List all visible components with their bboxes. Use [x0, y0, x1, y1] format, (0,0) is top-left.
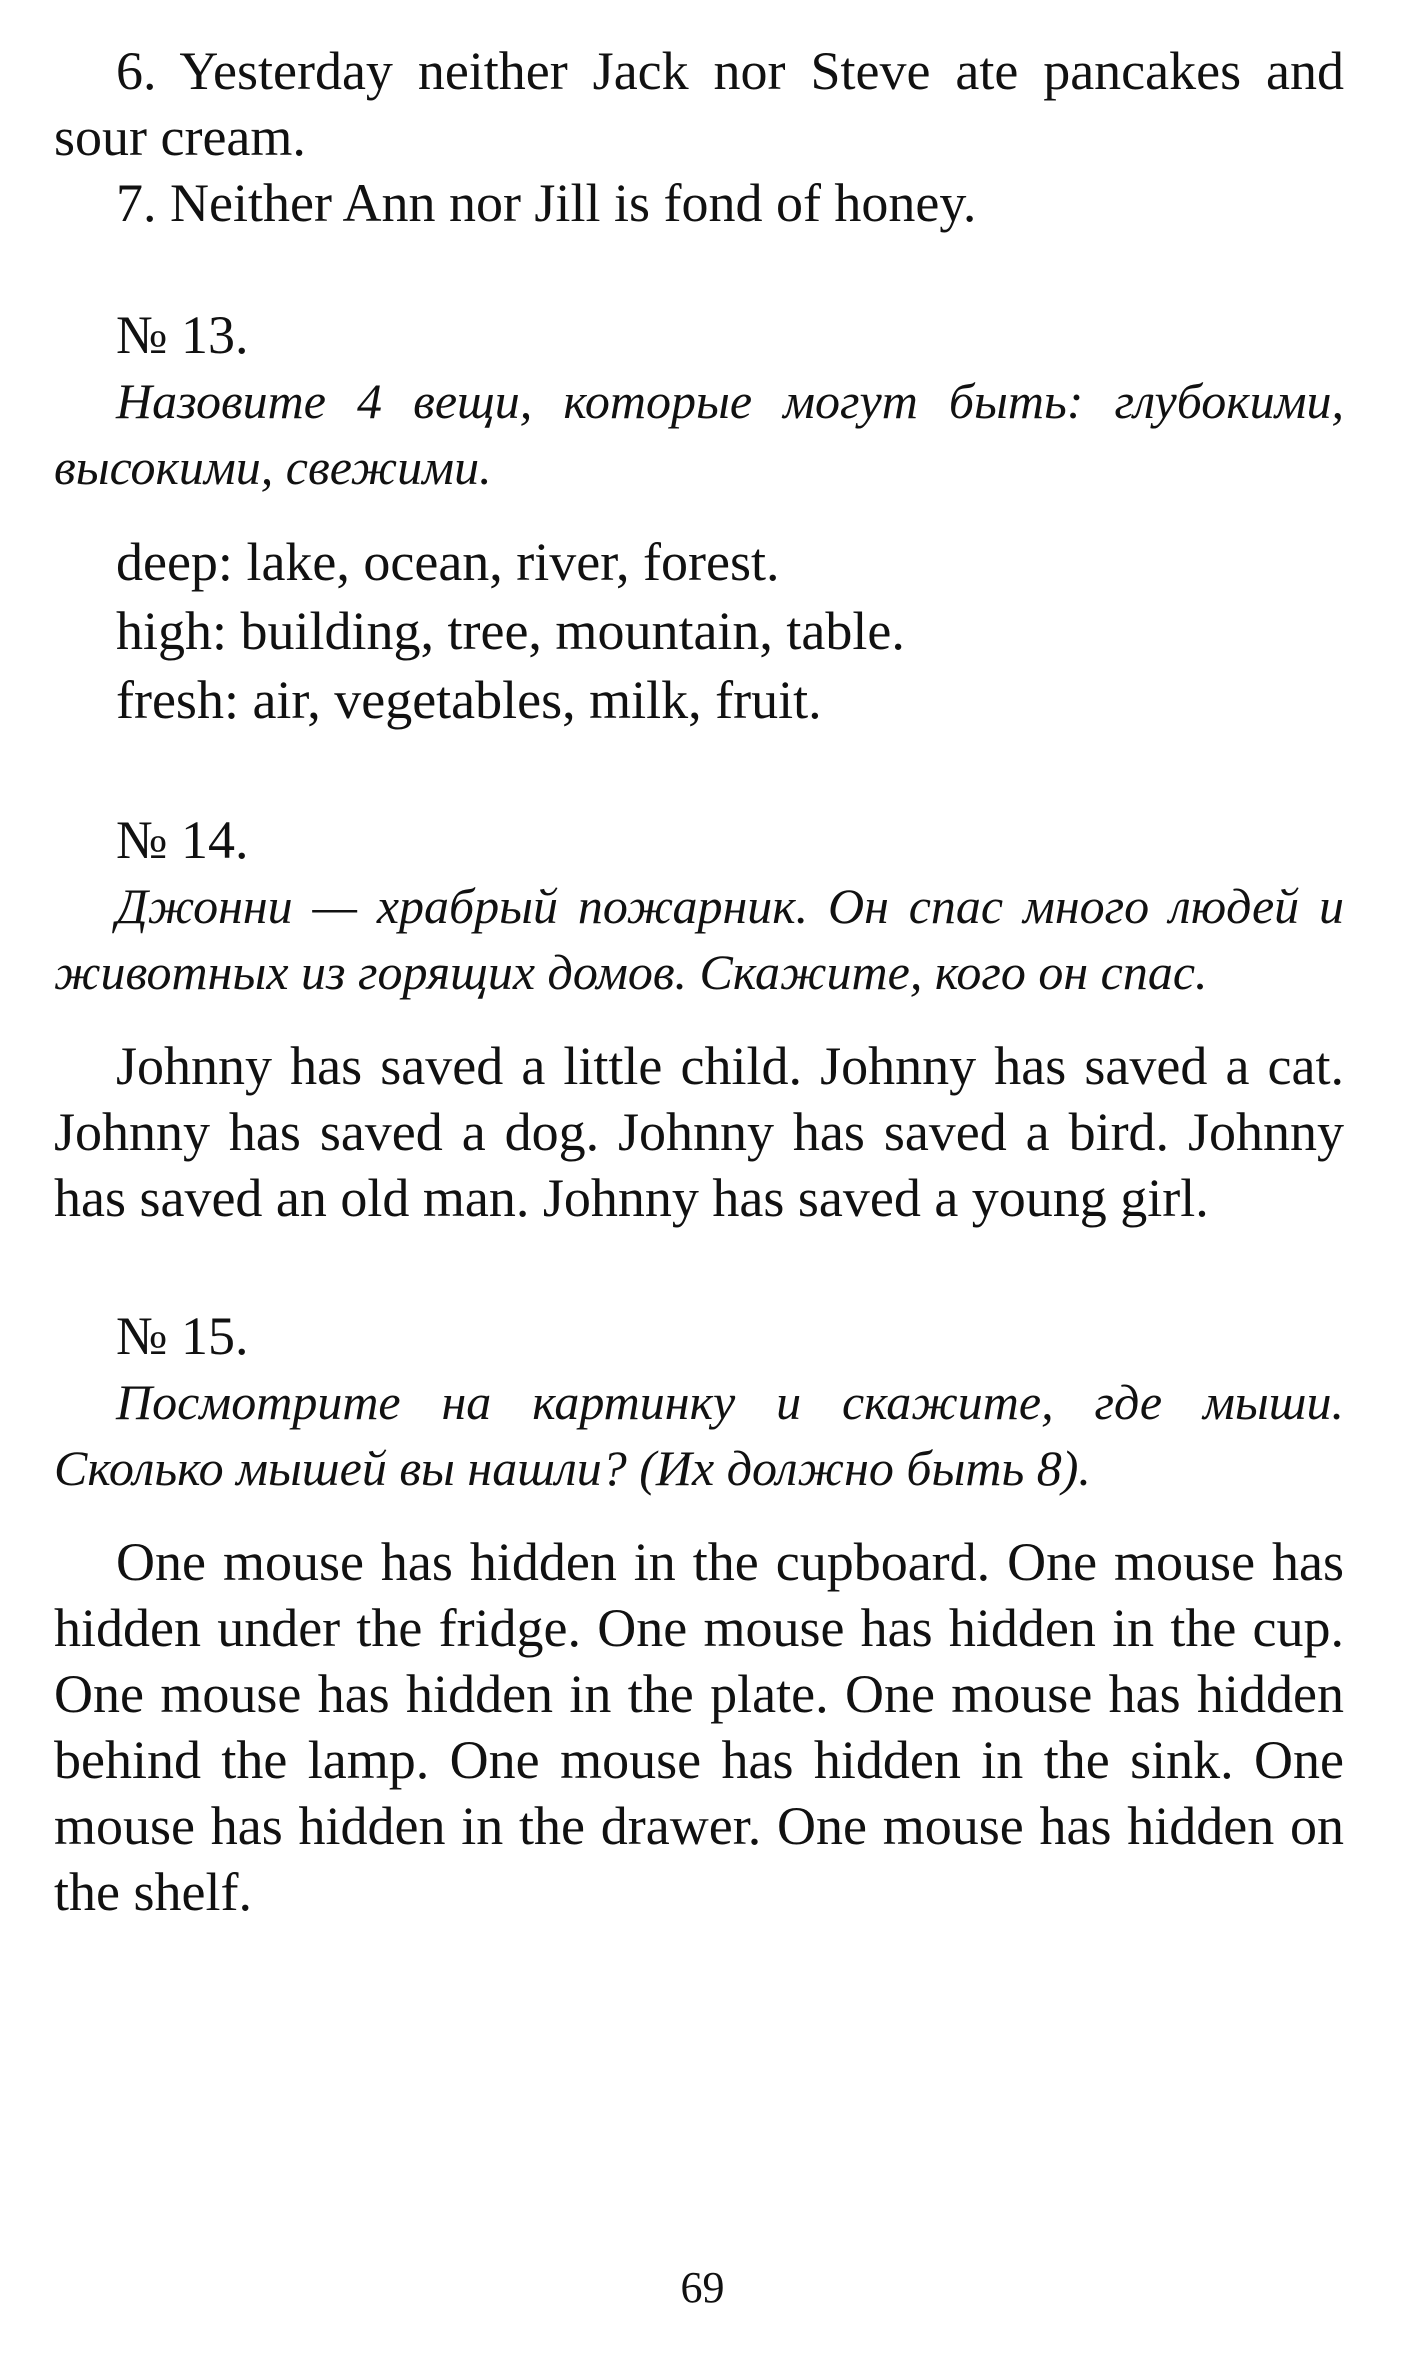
exercise-15-answer: One mouse has hidden in the cupboard. One mouse has hidden under the fridge. One mouse has hidden in the cup. One mouse has hidden in the plate. One mouse has hidden behind the lamp. One mouse has hidden in the sink. One mouse has hidden in the drawer. One mouse has hidden on the shelf.	[54, 1532, 1344, 1922]
page-number: 69	[680, 2263, 725, 2312]
exercise-14-answer: Johnny has saved a little child. Johnny has saved a cat. Johnny has saved a dog. Johnny has saved a bird. Johnny has saved an old man. Johnny has saved a young girl.	[54, 1036, 1344, 1228]
exercise-15-task: Посмотрите на картинку и скажите, где мыши. Сколько мышей вы нашли? (Их должно быть 8).	[54, 1374, 1344, 1496]
answer-line: fresh: air, vegetables, milk, fruit.	[116, 670, 822, 730]
answer-line: deep: lake, ocean, river, forest.	[116, 532, 780, 592]
page-content	[54, 38, 1344, 1925]
exercise-15-number: № 15.	[116, 1306, 249, 1366]
answer-line: high: building, tree, mountain, table.	[116, 601, 905, 661]
exercise-13-number: № 13.	[116, 305, 249, 365]
exercise-13-task: Назовите 4 вещи, которые могут быть: глубокими, высокими, свежими.	[54, 373, 1344, 495]
list-item: 6. Yesterday neither Jack nor Steve ate pancakes and sour cream.	[54, 41, 1344, 167]
exercise-14-task: Джонни — храбрый пожарник. Он спас много людей и животных из горящих домов. Скажите, кого он спас.	[54, 878, 1344, 1000]
exercise-14-number: № 14.	[116, 810, 249, 870]
exercise-13-answers	[54, 528, 1344, 735]
list-item: 7. Neither Ann nor Jill is fond of honey.	[116, 173, 977, 233]
